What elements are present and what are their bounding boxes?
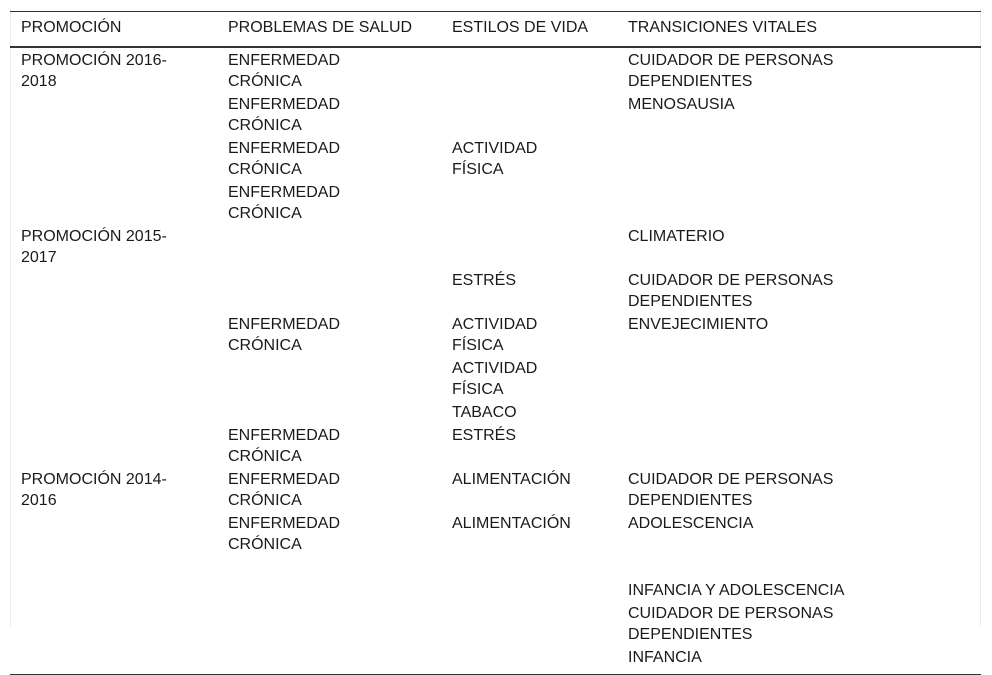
cell-promocion	[10, 512, 217, 556]
cell-transiciones-vitales	[617, 424, 981, 468]
header-problemas-de-salud: PROBLEMAS DE SALUD	[217, 12, 441, 48]
cell-problemas-de-salud	[217, 578, 441, 602]
cell-transiciones-vitales: INFANCIA	[617, 646, 981, 675]
cell-problemas-de-salud: ENFERMEDAD CRÓNICA	[228, 96, 341, 134]
cell-promocion	[10, 578, 217, 602]
row-spacer	[10, 556, 981, 578]
cell-transiciones-vitales	[617, 181, 981, 225]
cell-estilos-de-vida: ALIMENTACIÓN	[452, 515, 571, 532]
cell-problemas-de-salud	[217, 357, 441, 401]
header-row	[10, 12, 981, 48]
cell-promocion	[10, 646, 217, 675]
cell-transiciones-vitales	[617, 137, 981, 181]
cell-estilos-de-vida	[441, 47, 617, 93]
table-row	[10, 401, 981, 424]
cell-estilos-de-vida: ACTIVIDAD FÍSICA	[452, 316, 538, 354]
cell-estilos-de-vida: ACTIVIDAD FÍSICA	[452, 140, 538, 178]
cell-promocion	[10, 357, 217, 401]
cell-estilos-de-vida	[441, 578, 617, 602]
header-promocion: PROMOCIÓN	[10, 12, 217, 48]
cell-estilos-de-vida	[441, 93, 617, 137]
spacer-cell	[617, 556, 981, 578]
cell-problemas-de-salud: ENFERMEDAD CRÓNICA	[228, 184, 341, 222]
cell-transiciones-vitales: CUIDADOR DE PERSONAS DEPENDIENTES	[628, 272, 834, 310]
cell-problemas-de-salud: ENFERMEDAD CRÓNICA	[228, 140, 341, 178]
table-row	[10, 137, 981, 181]
cell-estilos-de-vida: ESTRÉS	[452, 272, 517, 289]
cell-transiciones-vitales: CLIMATERIO	[628, 228, 725, 245]
cell-promocion	[10, 424, 217, 468]
table-row	[10, 47, 981, 93]
table-row	[10, 93, 981, 137]
cell-estilos-de-vida: ESTRÉS	[452, 427, 517, 444]
spacer-cell	[217, 556, 441, 578]
cell-problemas-de-salud	[217, 225, 441, 269]
cell-estilos-de-vida	[441, 181, 617, 225]
table-row	[10, 646, 981, 675]
cell-problemas-de-salud: ENFERMEDAD CRÓNICA	[228, 515, 341, 553]
data-table	[10, 11, 981, 675]
cell-transiciones-vitales: INFANCIA Y ADOLESCENCIA	[628, 582, 845, 599]
cell-promocion	[10, 93, 217, 137]
table-row	[10, 181, 981, 225]
cell-estilos-de-vida: ALIMENTACIÓN	[452, 471, 571, 488]
cell-transiciones-vitales: CUIDADOR DE PERSONAS DEPENDIENTES	[628, 605, 834, 643]
cell-promocion	[10, 313, 217, 357]
table-row	[10, 424, 981, 468]
table-row	[10, 225, 981, 269]
cell-promocion	[10, 602, 217, 646]
table-row	[10, 512, 981, 556]
cell-promocion: PROMOCIÓN 2014- 2016	[21, 471, 167, 509]
cell-estilos-de-vida	[441, 646, 617, 675]
cell-transiciones-vitales: ADOLESCENCIA	[628, 515, 754, 532]
cell-transiciones-vitales	[617, 401, 981, 424]
cell-transiciones-vitales: CUIDADOR DE PERSONAS DEPENDIENTES	[628, 471, 834, 509]
cell-estilos-de-vida	[441, 602, 617, 646]
cell-problemas-de-salud	[217, 269, 441, 313]
cell-problemas-de-salud: ENFERMEDAD CRÓNICA	[228, 471, 341, 509]
cell-transiciones-vitales	[617, 357, 981, 401]
table-row	[10, 313, 981, 357]
table-row	[10, 269, 981, 313]
cell-estilos-de-vida	[441, 225, 617, 269]
table-row	[10, 468, 981, 512]
cell-transiciones-vitales: MENOSAUSIA	[628, 96, 735, 113]
cell-problemas-de-salud: ENFERMEDAD CRÓNICA	[228, 427, 341, 465]
cell-problemas-de-salud	[217, 602, 441, 646]
header-transiciones-vitales: TRANSICIONES VITALES	[617, 12, 981, 48]
table-row	[10, 357, 981, 401]
cell-transiciones-vitales: ENVEJECIMIENTO	[628, 316, 769, 333]
cell-transiciones-vitales: CUIDADOR DE PERSONAS DEPENDIENTES	[628, 52, 834, 90]
cell-problemas-de-salud	[217, 646, 441, 675]
table-row	[10, 578, 981, 602]
cell-estilos-de-vida: TABACO	[452, 404, 517, 421]
cell-promocion	[10, 137, 217, 181]
cell-problemas-de-salud: ENFERMEDAD CRÓNICA	[228, 316, 341, 354]
spacer-cell	[441, 556, 617, 578]
cell-promocion: PROMOCIÓN 2016- 2018	[21, 52, 167, 90]
cell-promocion	[10, 401, 217, 424]
cell-estilos-de-vida: ACTIVIDAD FÍSICA	[452, 360, 538, 398]
cell-promocion	[10, 269, 217, 313]
table-row	[10, 602, 981, 646]
cell-promocion: PROMOCIÓN 2015- 2017	[21, 228, 167, 266]
table-body	[10, 47, 981, 675]
cell-promocion	[10, 181, 217, 225]
header-estilos-de-vida: ESTILOS DE VIDA	[441, 12, 617, 48]
cell-problemas-de-salud: ENFERMEDAD CRÓNICA	[228, 52, 341, 90]
spacer-cell	[10, 556, 217, 578]
cell-problemas-de-salud	[217, 401, 441, 424]
